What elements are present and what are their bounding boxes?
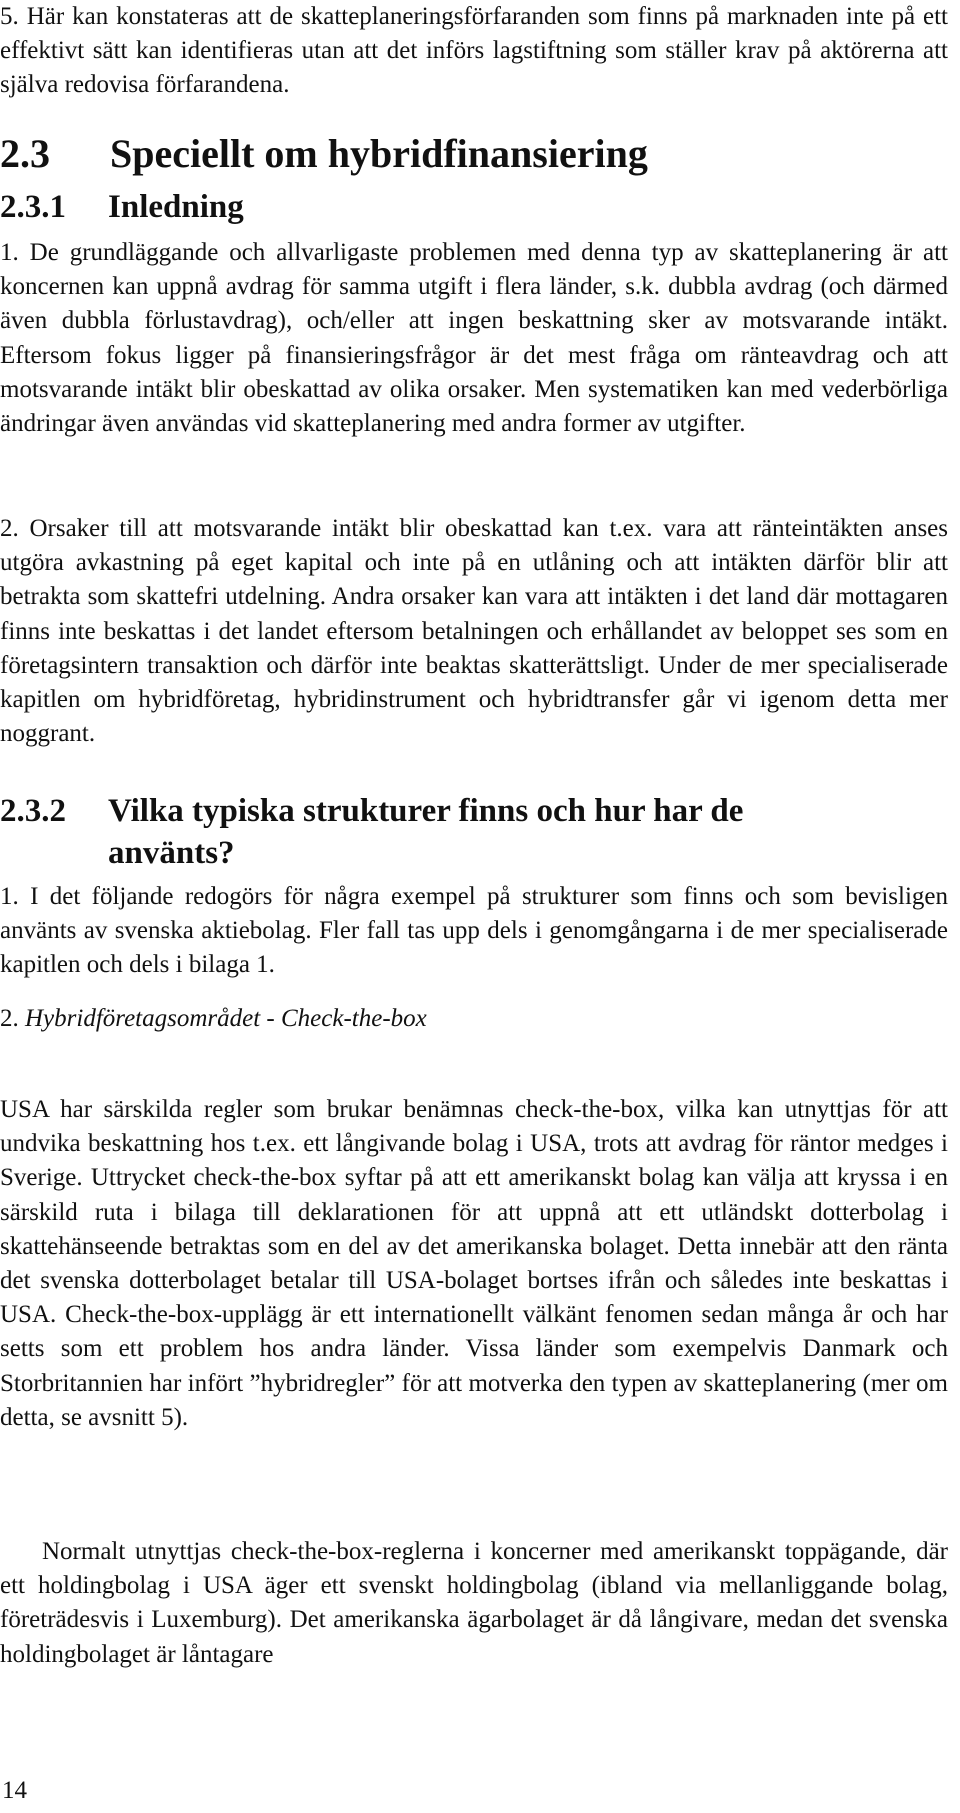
heading-title: Speciellt om hybridfinansiering [110,131,648,176]
subheading-number: 2. [0,1005,25,1032]
paragraph-1: 1. De grundläggande och allvarligaste problemen med denna typ av skatteplanering är att koncernen kan uppnå avdrag för samma utgift i flera länder, s.k. dubbla avdrag (och därmed även dubbla förlustavdrag), och/eller att ingen beskattning sker av motsvarande intäkt. Eftersom fokus ligger på finansieringsfrågor är det mest fråga om ränteavdrag och att motsvarande intäkt blir obeskattad av olika orsaker. Men systematiken kan med vederbörliga ändringar även användas vid skatteplanering med andra former av utgifter. [0,239,948,438]
heading-2-3-1 [0,186,244,228]
heading-number: 2.3.1 [0,189,66,225]
heading-title: Vilka typiska strukturer finns och hur har de använts? [108,793,744,871]
heading-2-3 [0,130,648,178]
paragraph-5: 5. Här kan konstateras att de skatteplaneringsförfaranden som finns på marknaden inte på ett effektivt sätt kan identifieras utan att det införs lagstiftning som ställer krav på aktörerna att själva redovisa förfarandena. [0,3,948,99]
heading-number: 2.3 [0,131,50,176]
heading-2-3-2 [0,790,800,874]
paragraph-normalt: Normalt utnyttjas check-the-box-reglerna i koncerner med amerikanskt toppägande, där ett holdingbolag i USA äger ett svenskt holdingbolag (ibland via mellanliggande bolag, företrädesvis i Luxemburg). Det amerikanska ägarbolaget är då långivare, medan det svenska holdingbolaget är låntagare [0,1538,948,1668]
heading-number: 2.3.2 [0,793,66,829]
subheading-check-the-box [0,1002,948,1036]
page-number: 14 [2,1777,27,1804]
paragraph-2: 2. Orsaker till att motsvarande intäkt blir obeskattad kan t.ex. vara att ränteintäkten anses utgöra avkastning på eget kapital och inte på en utlåning och att intäkten därför blir att betrakta som skattefri utdelning. Andra orsaker kan vara att intäkten i det land där mottagaren finns inte beskattas i det landet eftersom betalningen och erhållandet av beloppet ses som en företagsintern transaktion och därför inte beaktas skatterättsligt. Under de mer specialiserade kapitlen om hybridföretag, hybridinstrument och hybridtransfer går vi igenom detta mer noggrant. [0,515,948,748]
paragraph-3: 1. I det följande redogörs för några exempel på strukturer som finns och som bevisligen använts av svenska aktiebolag. Fler fall tas upp dels i genomgångarna i de mer specialiserade kapitlen och dels i bilaga 1. [0,883,948,979]
subheading-title: Hybridföretagsområdet - Check-the-box [25,1005,427,1032]
heading-title: Inledning [108,189,244,225]
paragraph-check-the-box: USA har särskilda regler som brukar benämnas check-the-box, vilka kan utnyttjas för att undvika beskattning hos t.ex. ett långivande bolag i USA, trots att avdrag för räntor medges i Sverige. Uttrycket check-the-box syftar på att ett amerikanskt bolag kan välja att kryssa i en särskild ruta i bilaga till deklarationen för att uppnå att ett utländskt dotterbolag i skattehänseende betraktas som en del av det amerikanska bolaget. Detta innebär att den ränta det svenska dotterbolaget betalar till USA-bolaget bortses ifrån och således inte beskattas i USA. Check-the-box-upplägg är ett internationellt välkänt fenomen sedan många år och har setts som ett problem hos andra länder. Vissa länder som exempelvis Danmark och Storbritannien har infört ”hybridregler” för att motverka den typen av skatteplanering (mer om detta, se avsnitt 5). [0,1096,948,1431]
